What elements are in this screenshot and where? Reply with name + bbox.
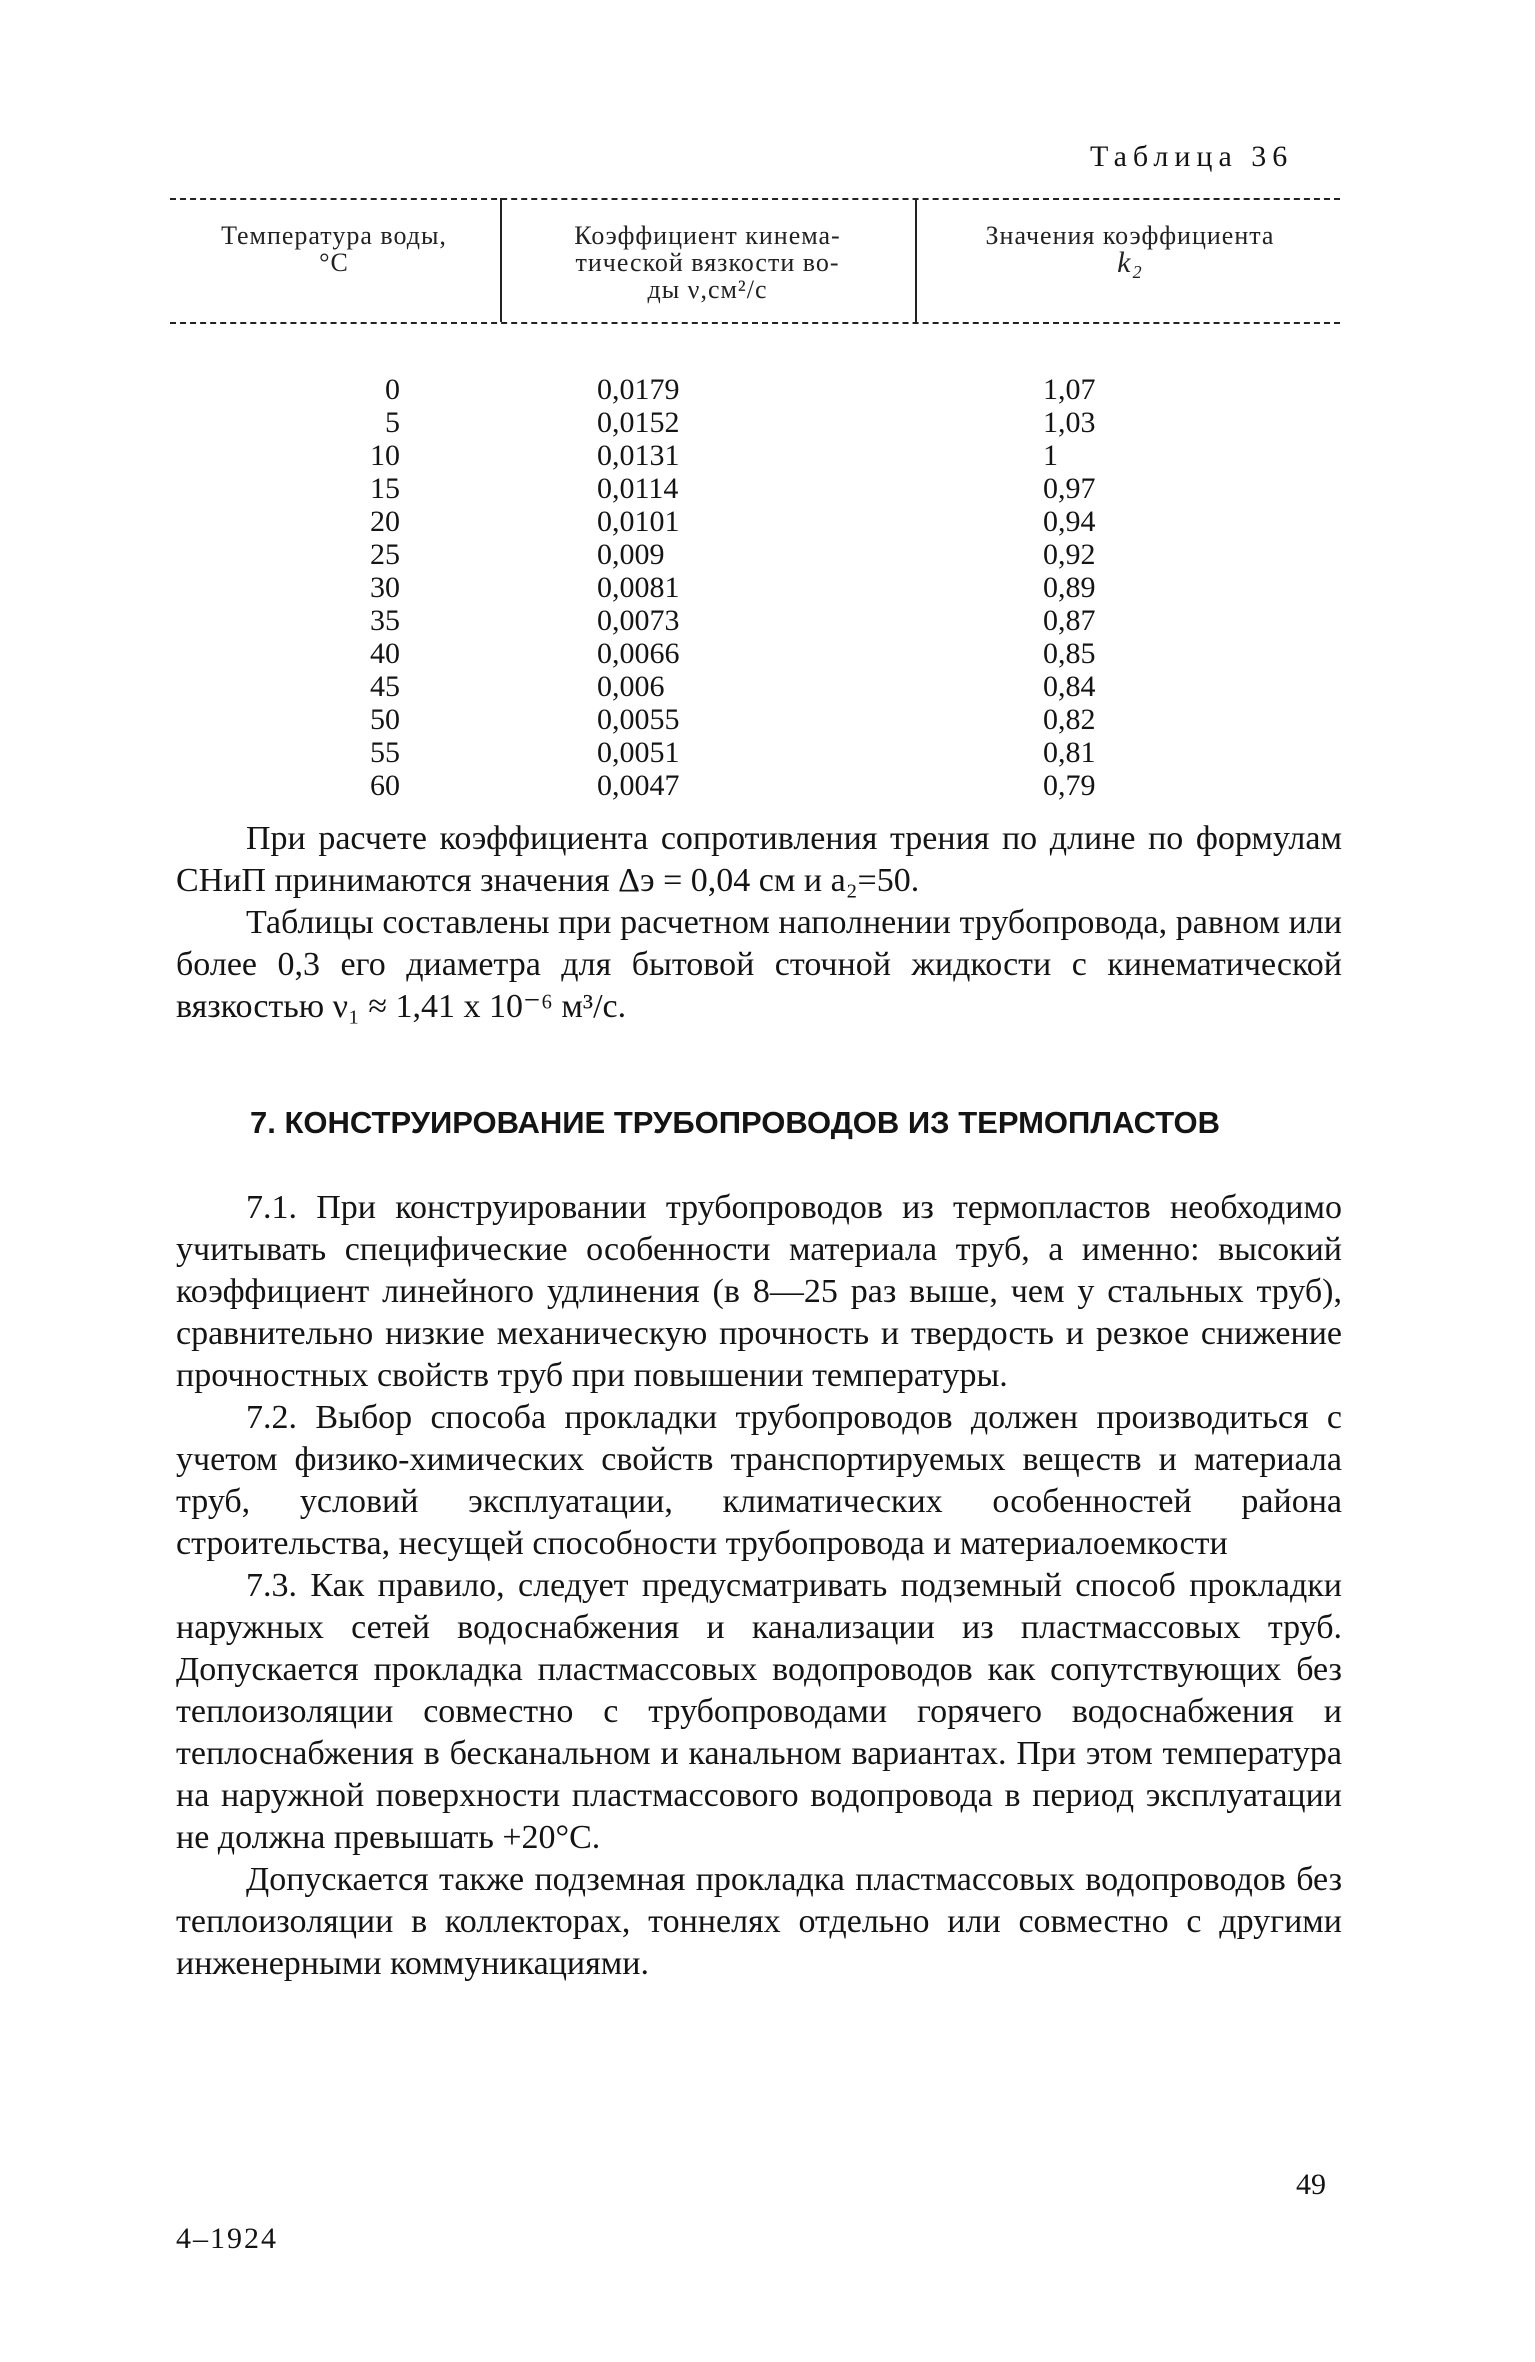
paragraph: 7.3. Как правило, следует предусматривать подземный способ прокладки наружных сетей водоснабжения и канализации из пластмассовых труб. Допускается прокладка пластмассовых водопроводов как сопутствующих без теплоизоляции совместно с трубопроводами горячего водоснабжения и теплоснабжения в бесканальном и канальном вариантах. При этом температура на наружной поверхности пластмассового водопровода в период эксплуатации не должна превышать +20°С. bbox=[176, 1567, 1342, 1856]
table-cell: 0,0114 bbox=[597, 472, 679, 505]
table-column-viscosity bbox=[597, 373, 747, 802]
table-cell: 10 bbox=[370, 439, 400, 472]
header-line: тической вязкости во- bbox=[575, 248, 840, 277]
table-cell: 25 bbox=[370, 538, 400, 571]
paragraph: Допускается также подземная прокладка пластмассовых водопроводов без теплоизоляции в коллекторах, тоннелях отдельно или совместно с другими инженерными коммуникациями. bbox=[176, 1861, 1342, 1982]
header-line: Значения коэффициента bbox=[985, 221, 1275, 250]
table-cell: 0,97 bbox=[1043, 472, 1096, 505]
header-line: Коэффициент кинема- bbox=[574, 221, 841, 250]
table-cell: 0,81 bbox=[1043, 736, 1096, 769]
table-column-k2 bbox=[1043, 373, 1163, 802]
text-block-section bbox=[176, 1187, 1342, 1985]
table-cell: 0,009 bbox=[597, 538, 665, 571]
paragraph: При расчете коэффициента сопротивления трения по длине по формулам СНиП принимаются значения Δэ = 0,04 см и a₂=50. bbox=[176, 820, 1342, 899]
table-cell: 0,0073 bbox=[597, 604, 680, 637]
footer-signature: 4–1924 bbox=[176, 2222, 278, 2255]
table-cell: 0 bbox=[385, 373, 400, 406]
table-cell: 1,03 bbox=[1043, 406, 1096, 439]
table-cell: 0,94 bbox=[1043, 505, 1096, 538]
table-cell: 0,92 bbox=[1043, 538, 1096, 571]
table-cell: 0,0051 bbox=[597, 736, 680, 769]
paragraph: Таблицы составлены при расчетном наполнении трубопровода, равном или более 0,3 его диаметра для бытовой сточной жидкости с кинематической вязкостью ν₁ ≈ 1,41 х 10⁻⁶ м³/с. bbox=[176, 904, 1342, 1025]
table-cell: 0,0131 bbox=[597, 439, 680, 472]
table-cell: 1,07 bbox=[1043, 373, 1096, 406]
table-cell: 20 bbox=[370, 505, 400, 538]
table-cell: 0,0066 bbox=[597, 637, 680, 670]
table-caption: Таблица 36 bbox=[1090, 140, 1294, 173]
table-cell: 0,0101 bbox=[597, 505, 680, 538]
table-cell: 0,82 bbox=[1043, 703, 1096, 736]
table-cell: 60 bbox=[370, 769, 400, 802]
table-rule-bottom bbox=[170, 322, 1340, 324]
header-viscosity bbox=[505, 222, 910, 303]
table-cell: 0,006 bbox=[597, 670, 665, 703]
table-cell: 30 bbox=[370, 571, 400, 604]
table-cell: 0,0179 bbox=[597, 373, 680, 406]
table-cell: 0,0047 bbox=[597, 769, 680, 802]
table-cell: 5 bbox=[385, 406, 400, 439]
table-cell: 0,84 bbox=[1043, 670, 1096, 703]
table-cell: 0,85 bbox=[1043, 637, 1096, 670]
table-rule-top bbox=[170, 198, 1340, 200]
text-block-top bbox=[176, 818, 1342, 1028]
header-temperature bbox=[170, 222, 498, 276]
table-cell: 15 bbox=[370, 472, 400, 505]
table-cell: 0,0055 bbox=[597, 703, 680, 736]
table-cell: 45 bbox=[370, 670, 400, 703]
header-line: Температура воды, bbox=[221, 221, 447, 250]
table-column-temperature bbox=[300, 373, 400, 802]
header-line: °С bbox=[319, 248, 349, 277]
table-cell: 40 bbox=[370, 637, 400, 670]
paragraph: 7.1. При конструировании трубопроводов из термопластов необходимо учитывать специфические особенности материала труб, а именно: высокий коэффициент линейного удлинения (в 8—25 раз выше, чем у стальных труб), сравнительно низкие механическую прочность и твердость и резкое снижение прочностных свойств труб при повышении температуры. bbox=[176, 1189, 1342, 1394]
table-cell: 0,89 bbox=[1043, 571, 1096, 604]
table-cell: 0,0152 bbox=[597, 406, 680, 439]
paragraph: 7.2. Выбор способа прокладки трубопроводов должен производиться с учетом физико-химических свойств транспортируемых веществ и материала труб, условий эксплуатации, климатических особенностей района строительства, несущей способности трубопровода и материалоемкости bbox=[176, 1399, 1342, 1562]
table-column-divider bbox=[500, 198, 502, 322]
table-cell: 50 bbox=[370, 703, 400, 736]
table-cell: 1 bbox=[1043, 439, 1058, 472]
header-coefficient bbox=[920, 221, 1340, 279]
page-number: 49 bbox=[1296, 2168, 1326, 2201]
table-cell: 0,0081 bbox=[597, 571, 680, 604]
header-line: k₂ bbox=[1117, 246, 1143, 279]
table-cell: 0,79 bbox=[1043, 769, 1096, 802]
header-line: ды ν,см²/с bbox=[647, 275, 768, 304]
table-column-divider bbox=[915, 198, 917, 322]
table-cell: 35 bbox=[370, 604, 400, 637]
section-heading: 7. КОНСТРУИРОВАНИЕ ТРУБОПРОВОДОВ ИЗ ТЕРМОПЛАСТОВ bbox=[250, 1105, 1220, 1140]
table-cell: 55 bbox=[370, 736, 400, 769]
table-cell: 0,87 bbox=[1043, 604, 1096, 637]
